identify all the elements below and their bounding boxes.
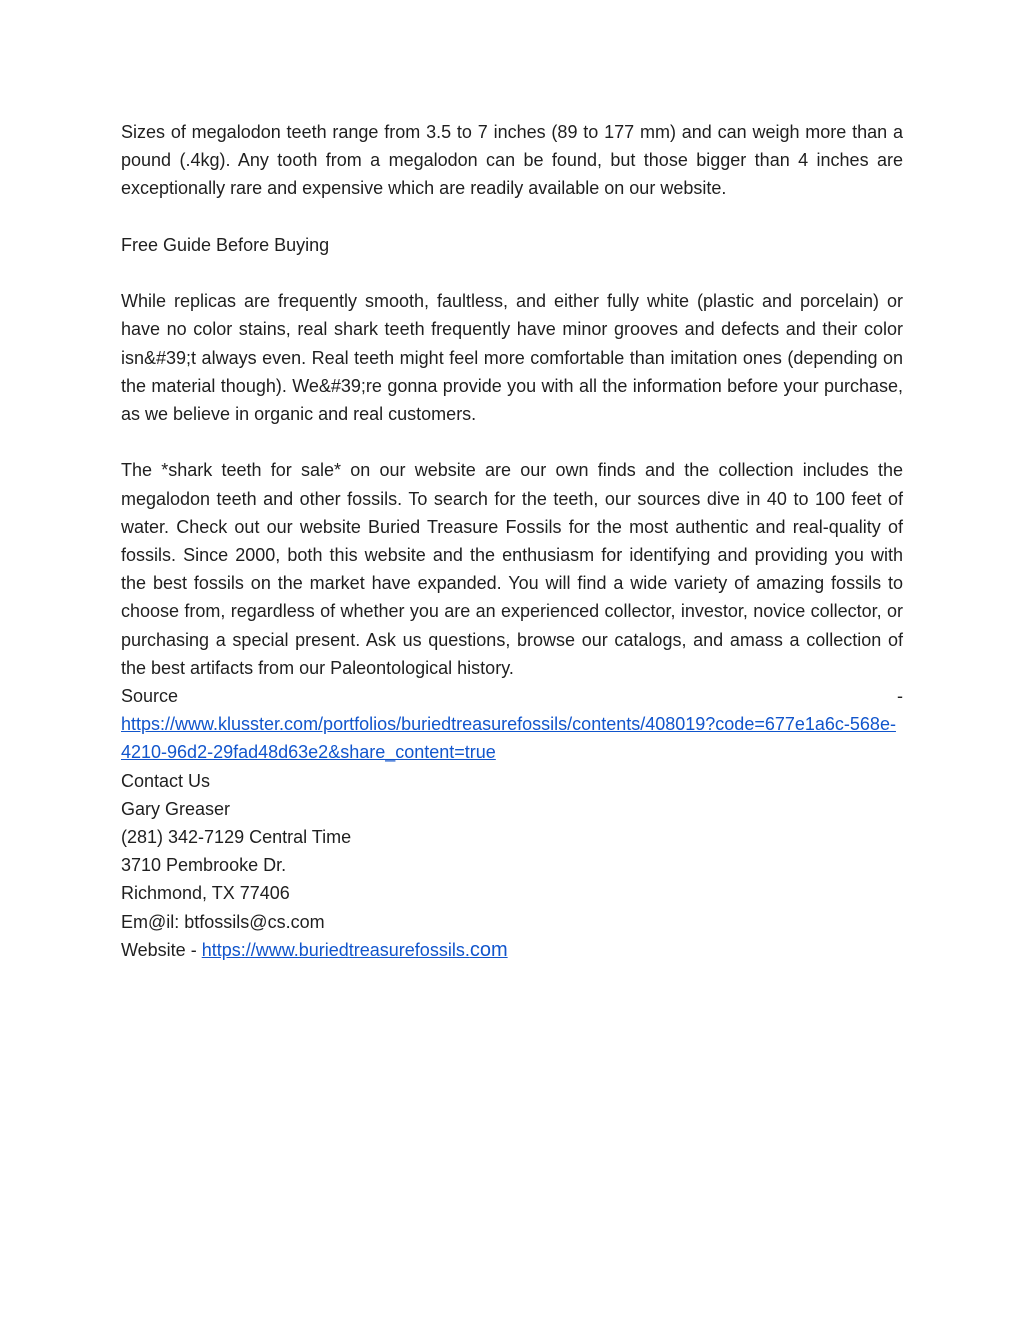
intro-paragraph: Sizes of megalodon teeth range from 3.5 to 7 inches (89 to 177 mm) and can weigh more than a pound (.4kg). Any tooth from a megalodon can be found, but those bigger than 4 inches are exceptionally rare and expensive which are readily available on our website. [121,122,903,199]
contact-heading: Contact Us [121,770,211,791]
source-label: Source [121,686,179,707]
contact-phone: (281) 342-7129 Central Time [121,827,352,848]
source-row [121,682,903,710]
source-dash: - [897,686,903,707]
source-link[interactable]: https://www.klusster.com/portfolios/buriedtreasurefossils/contents/408019?code=677e1a6c-568e-4210-96d2-29fad48d63e2&share_content=true [121,714,896,763]
contact-email: Em@il: btfossils@cs.com [121,911,325,932]
contact-city: Richmond, TX 77406 [121,883,290,904]
contact-street: 3710 Pembrooke Dr. [121,855,287,876]
contact-name: Gary Greaser [121,798,231,819]
website-link[interactable] [202,940,508,960]
spacer [121,259,903,287]
website-row [121,936,903,964]
document-page [121,118,903,964]
spacer [121,203,903,231]
spacer [121,428,903,456]
shark-teeth-paragraph: The *shark teeth for sale* on our website are our own finds and the collection includes the megalodon teeth and other fossils. To search for the teeth, our sources dive in 40 to 100 feet of water. Check out our website Buried Treasure Fossils for the most authentic and real-quality of fossils. Since 2000, both this website and the enthusiasm for identifying and providing you with the best fossils on the market have expanded. You will find a wide variety of amazing fossils to choose from, regardless of whether you are an experienced collector, investor, novice collector, or purchasing a special present. Ask us questions, browse our catalogs, and amass a collection of the best artifacts from our Paleontological history. [121,460,903,678]
guide-heading: Free Guide Before Buying [121,234,330,255]
replicas-paragraph: While replicas are frequently smooth, faultless, and either fully white (plastic and porcelain) or have no color stains, real shark teeth frequently have minor grooves and defects and their color isn&#39;t always even. Real teeth might feel more comfortable than imitation ones (depending on the material though). We&#39;re gonna provide you with all the information before your purchase, as we believe in organic and real customers. [121,291,903,424]
website-label: Website - [121,939,202,960]
website-link-tld: com [469,938,508,961]
website-link-main: https://www.buriedtreasurefossils. [201,939,470,960]
